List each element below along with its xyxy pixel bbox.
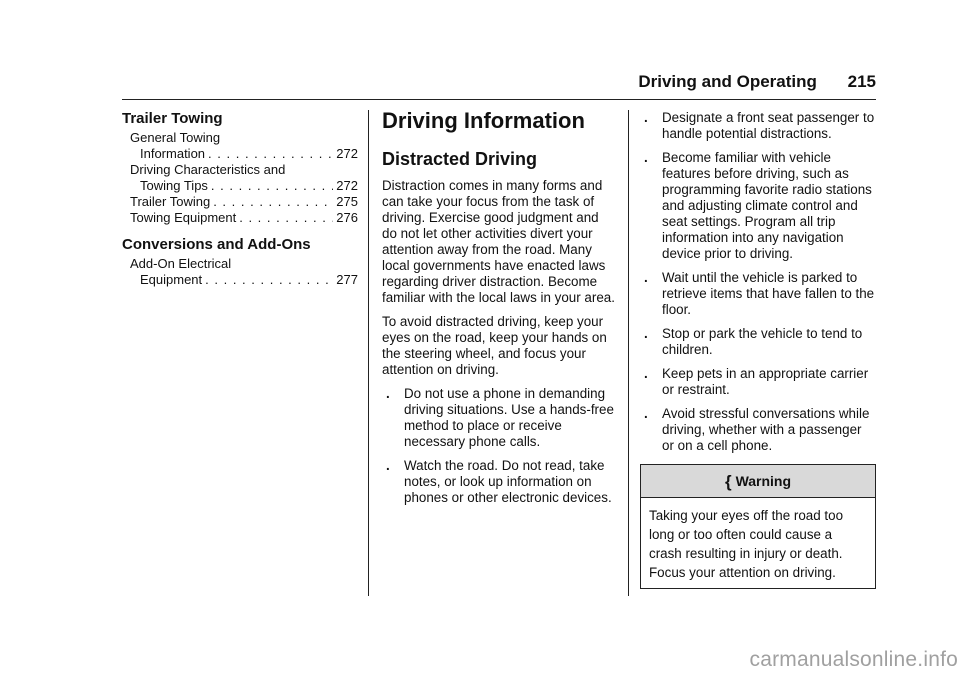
page-header	[0, 72, 876, 92]
right-column	[640, 110, 876, 589]
column-divider-right	[628, 110, 629, 596]
bullet-marker: .	[644, 270, 648, 285]
list-item	[640, 270, 876, 318]
toc-entry-line1: General Towing	[130, 130, 221, 145]
bullet-marker: .	[386, 458, 390, 473]
toc-section-conversions	[122, 236, 358, 288]
toc-leader-dots	[213, 194, 333, 210]
list-item	[382, 386, 616, 450]
toc-entry-page: 272	[336, 146, 358, 161]
section-title: Driving and Operating	[638, 72, 817, 91]
warning-triangle-icon: {	[724, 472, 732, 491]
section-heading: Distracted Driving	[382, 149, 538, 169]
toc-entry-page: 276	[336, 210, 358, 225]
list-item	[640, 326, 876, 358]
toc-entry-line2: Information	[140, 146, 206, 161]
toc-leader-dots	[211, 178, 333, 194]
bullet-marker: .	[644, 110, 648, 125]
toc-heading: Conversions and Add-Ons	[122, 236, 311, 253]
warning-text: Taking your eyes off the road too long or too often could cause a crash resulting in injury or death. Focus your attention on driving.	[649, 508, 844, 580]
toc-entry-page: 272	[336, 178, 358, 193]
list-item	[640, 150, 876, 262]
bullet-list	[382, 386, 616, 506]
bullet-marker: .	[644, 150, 648, 165]
watermark-text: carmanualsonline.info	[749, 648, 958, 671]
page-number: 215	[847, 72, 876, 91]
toc-entry-line2: Trailer Towing	[130, 194, 211, 209]
toc-leader-dots	[208, 146, 333, 162]
list-item-text: Wait until the vehicle is parked to retrieve items that have fallen to the floor.	[662, 270, 875, 317]
toc-entry-line2: Equipment	[140, 272, 203, 287]
body-paragraph: To avoid distracted driving, keep your eyes on the road, keep your hands on the steering wheel, and focus your attention on driving.	[382, 314, 607, 377]
list-item	[382, 458, 616, 506]
toc-section-trailer-towing	[122, 110, 358, 226]
list-item	[640, 110, 876, 142]
list-item-text: Designate a front seat passenger to handle potential distractions.	[662, 110, 875, 141]
page-title: Driving Information	[382, 108, 585, 133]
bullet-marker: .	[644, 366, 648, 381]
toc-entry-driving-characteristics[interactable]	[122, 162, 358, 194]
bullet-marker: .	[644, 406, 648, 421]
list-item-text: Avoid stressful conversations while driving, whether with a passenger or on a cell phone.	[662, 406, 870, 453]
toc-entry-line1: Driving Characteristics and	[130, 162, 286, 177]
toc-entry-page: 275	[336, 194, 358, 209]
toc-column	[122, 110, 358, 298]
toc-entry-line2: Towing Equipment	[130, 210, 237, 225]
list-item	[640, 406, 876, 454]
toc-leader-dots	[239, 210, 333, 226]
toc-entry-line2: Towing Tips	[140, 178, 208, 193]
toc-entry-towing-equipment[interactable]	[122, 210, 358, 226]
watermark	[0, 648, 960, 672]
bullet-marker: .	[644, 326, 648, 341]
header-rule	[122, 99, 876, 100]
list-item-text: Become familiar with vehicle features before driving, such as programming favorite radio stations and adjusting climate control and seat settings. Program all trip information into any navigation device prior to driving.	[662, 150, 872, 261]
warning-header	[641, 465, 875, 498]
toc-entry-page: 277	[336, 272, 358, 287]
toc-entry-general-towing[interactable]	[122, 130, 358, 162]
warning-box	[640, 464, 876, 589]
list-item-text: Stop or park the vehicle to tend to children.	[662, 326, 863, 357]
list-item-text: Keep pets in an appropriate carrier or restraint.	[662, 366, 869, 397]
toc-leader-dots	[205, 272, 333, 288]
list-item-text: Do not use a phone in demanding driving situations. Use a hands-free method to place or receive necessary phone calls.	[404, 386, 614, 449]
bullet-marker: .	[386, 386, 390, 401]
list-item-text: Watch the road. Do not read, take notes, or look up information on phones or other electronic devices.	[404, 458, 612, 505]
list-item	[640, 366, 876, 398]
toc-entry-trailer-towing[interactable]	[122, 194, 358, 210]
main-column	[382, 108, 616, 514]
warning-title: Warning	[735, 473, 792, 489]
column-divider-left	[368, 110, 369, 596]
bullet-list	[640, 110, 876, 454]
toc-entry-add-on-electrical[interactable]	[122, 256, 358, 288]
body-paragraph: Distraction comes in many forms and can take your focus from the task of driving. Exercise good judgment and do not let other activities divert your attention away from the road. Many local governments have enacted laws regarding driver distraction. Become familiar with the local laws in your area.	[382, 178, 615, 305]
toc-entry-line1: Add-On Electrical	[130, 256, 232, 271]
toc-heading: Trailer Towing	[122, 110, 223, 127]
